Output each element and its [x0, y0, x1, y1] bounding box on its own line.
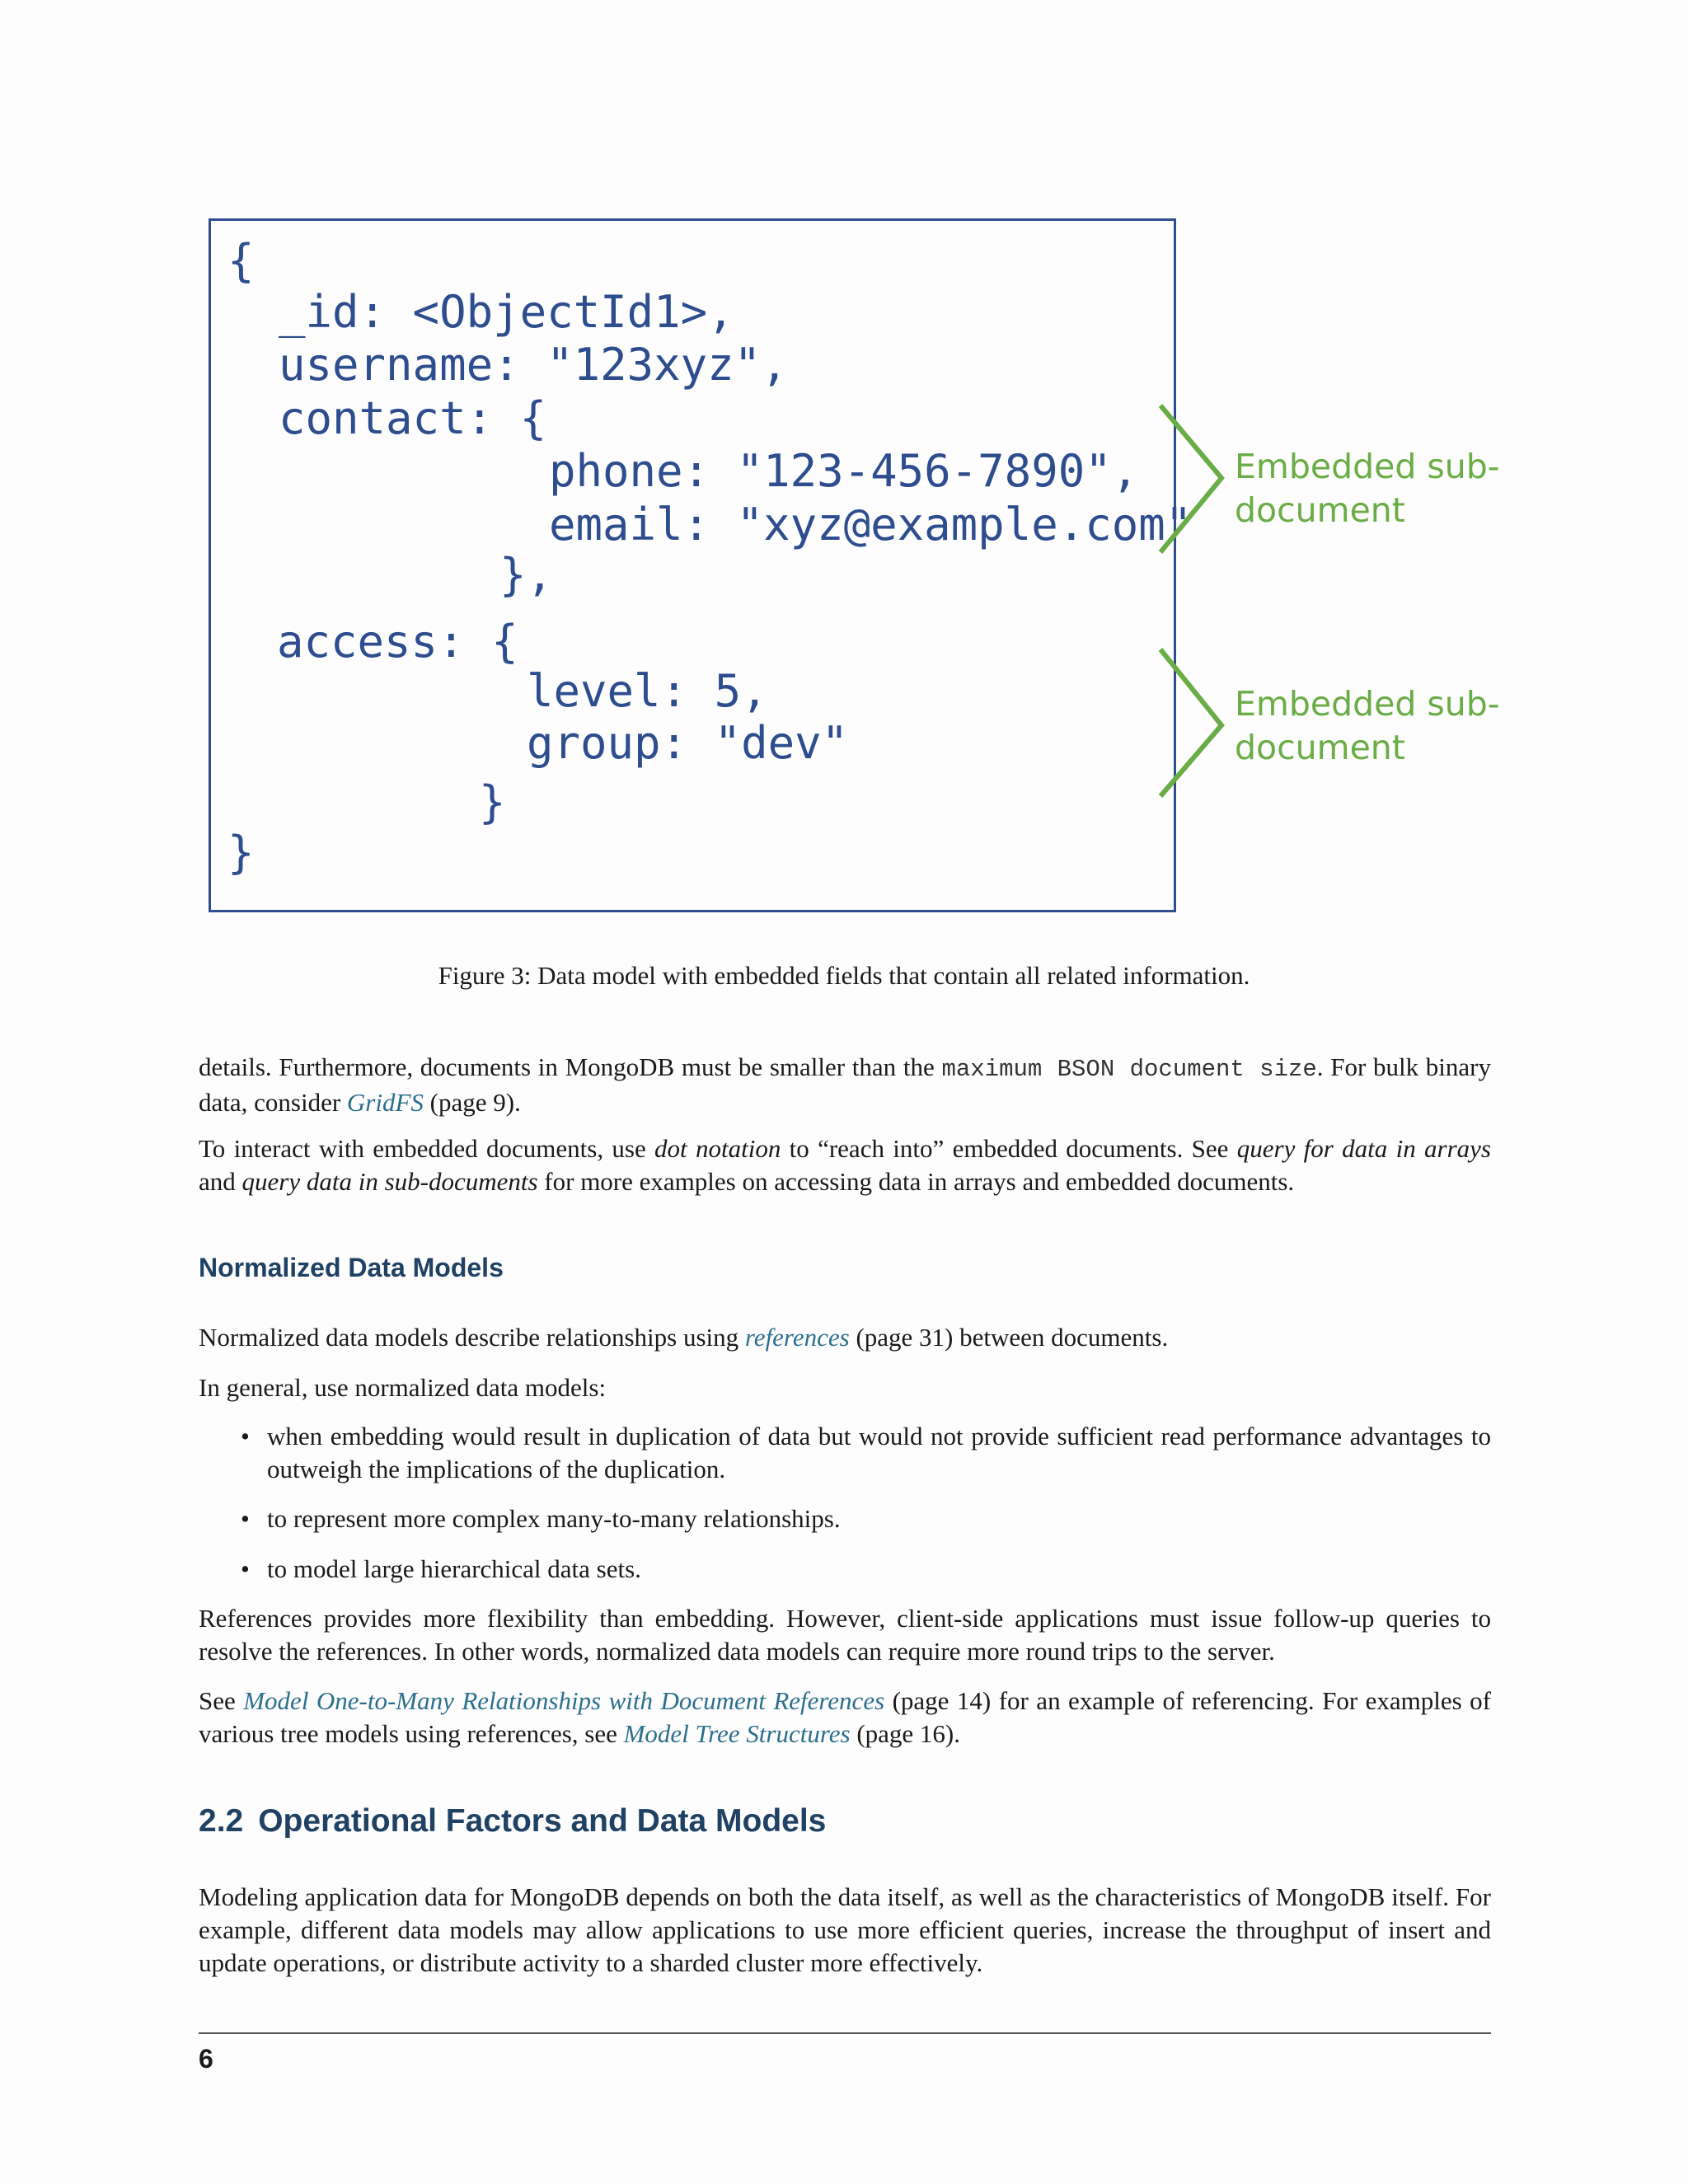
brace-contact: [1160, 405, 1221, 552]
code-line: },: [499, 549, 554, 601]
list-item: • when embedding would result in duplication of data but would not provide sufficient read performance advantages to outweigh the implications of the duplication.: [242, 1420, 1491, 1486]
code-line: _id: <ObjectId1>,: [279, 286, 734, 338]
paragraph: Normalized data models describe relationships using references (page 31) between documents.: [199, 1323, 1169, 1352]
brace-arrows: [1154, 396, 1236, 808]
section-title: Operational Factors and Data Models: [258, 1803, 827, 1839]
annotation-access: Embedded sub- document: [1235, 684, 1500, 767]
code-line: level: 5,: [527, 665, 768, 717]
bullet-list: [242, 1553, 1491, 1586]
code-line: phone: "123-456-7890",: [549, 445, 1139, 497]
code-line: username: "123xyz",: [279, 339, 788, 391]
brace-access: [1160, 649, 1221, 796]
one-to-many-link[interactable]: Model One-to-Many Relationships with Document References: [243, 1686, 885, 1715]
section-number: 2.2: [199, 1803, 244, 1839]
paragraph: In general, use normalized data models:: [199, 1373, 607, 1402]
code-line: access: {: [277, 616, 518, 668]
paragraph: Modeling application data for MongoDB depends on both the data itself, as well as the characteristics of MongoDB itself. For example, different data models may allow applications to use more efficient queries, increase the throughput of insert and update operations, or distribute activity to a sharded cluster more effectively.: [199, 1882, 1491, 1977]
list-item: • to represent more complex many-to-many relationships.: [242, 1502, 1491, 1535]
section-heading: Normalized Data Models: [199, 1253, 504, 1282]
code-line: contact: {: [279, 392, 547, 444]
code-line: }: [479, 776, 506, 828]
footer-divider: [199, 2032, 1491, 2034]
code-line: email: "xyz@example.com": [549, 499, 1193, 551]
paragraph: See Model One-to-Many Relationships with Document References (page 14) for an example of referencing. For examples of various tree models using references, see Model Tree Structures (page 16).: [199, 1686, 1491, 1748]
figure-caption: Figure 3: Data model with embedded fields that contain all related information.: [438, 961, 1250, 990]
code-term: maximum BSON document size: [941, 1056, 1317, 1083]
paragraph: References provides more flexibility than embedding. However, client-side applications must issue follow-up queries to resolve the references. In other words, normalized data models can require more round trips to the server.: [199, 1604, 1491, 1666]
references-link[interactable]: references: [744, 1323, 850, 1352]
code-line: {: [227, 235, 255, 287]
gridfs-link[interactable]: GridFS: [346, 1088, 424, 1117]
list-item: • to model large hierarchical data sets.: [242, 1553, 1491, 1586]
annotation-contact: Embedded sub- document: [1235, 447, 1500, 530]
section-heading: [199, 1803, 826, 1840]
page-number: 6: [199, 2044, 213, 2074]
bullet-list: [242, 1502, 1491, 1535]
paragraph: details. Furthermore, documents in MongoDB must be smaller than the maximum BSON document size. For bulk binary data, consider GridFS (page 9).: [199, 1052, 1491, 1117]
tree-structures-link[interactable]: Model Tree Structures: [623, 1719, 851, 1748]
code-line: group: "dev": [527, 717, 849, 769]
bullet-list: [242, 1420, 1491, 1486]
code-line: }: [227, 827, 255, 879]
paragraph: To interact with embedded documents, use dot notation to “reach into” embedded documents. See query for data in arrays and query data in sub-documents for more examples on accessing data in arrays and embedded documents.: [199, 1134, 1491, 1196]
